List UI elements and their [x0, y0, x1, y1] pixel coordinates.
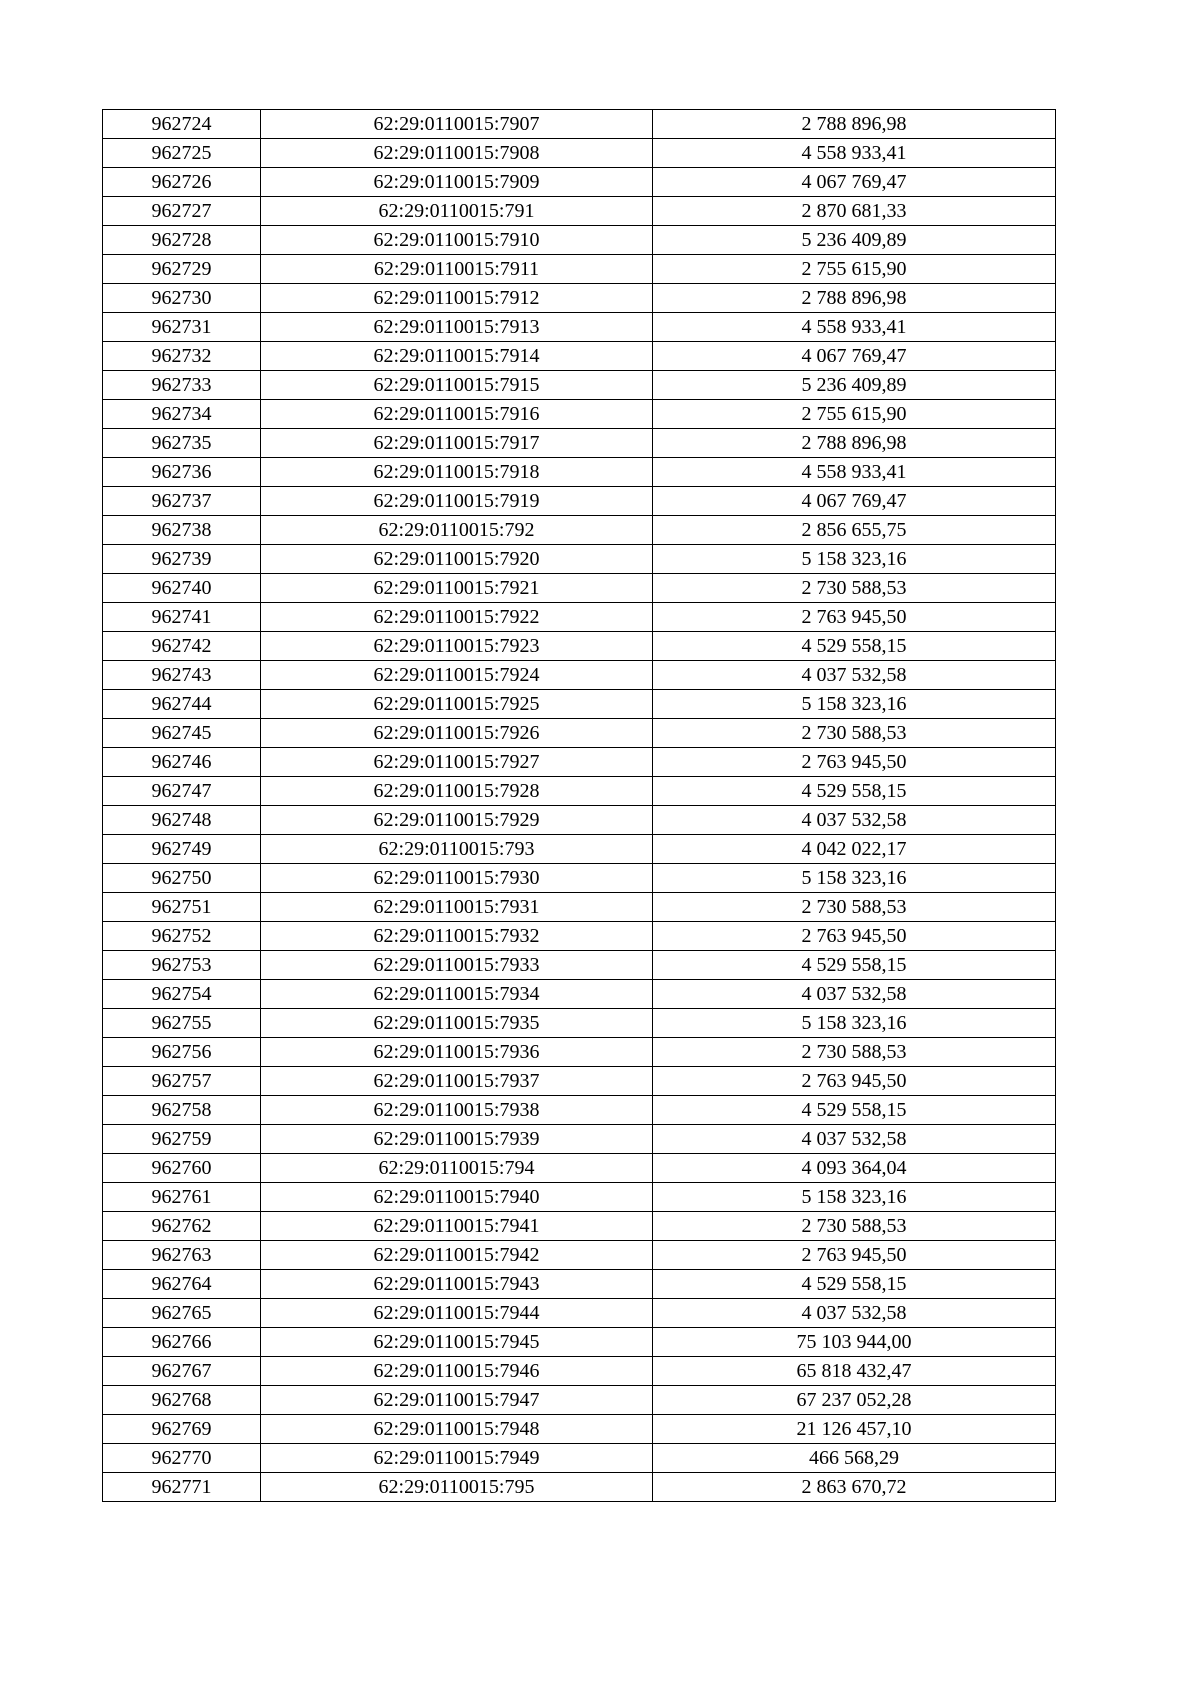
cadastral-number-cell: 62:29:0110015:7911	[261, 255, 653, 284]
table-row	[103, 284, 1056, 313]
table-row	[103, 226, 1056, 255]
cadastral-value-cell: 2 730 588,53	[653, 1038, 1056, 1067]
cadastral-number-cell: 62:29:0110015:7918	[261, 458, 653, 487]
cadastral-value-cell: 2 763 945,50	[653, 1241, 1056, 1270]
cadastral-number-cell: 62:29:0110015:7927	[261, 748, 653, 777]
table-row	[103, 1328, 1056, 1357]
cadastral-value-cell: 4 529 558,15	[653, 1096, 1056, 1125]
cadastral-value-cell: 2 730 588,53	[653, 1212, 1056, 1241]
row-number-cell: 962725	[103, 139, 261, 168]
table-row	[103, 980, 1056, 1009]
cadastral-number-cell: 62:29:0110015:7930	[261, 864, 653, 893]
cadastral-value-cell: 75 103 944,00	[653, 1328, 1056, 1357]
cadastral-number-cell: 62:29:0110015:7936	[261, 1038, 653, 1067]
table-row	[103, 1067, 1056, 1096]
cadastral-value-cell: 5 236 409,89	[653, 371, 1056, 400]
cadastral-value-cell: 4 037 532,58	[653, 1125, 1056, 1154]
cadastral-number-cell: 62:29:0110015:7924	[261, 661, 653, 690]
row-number-cell: 962736	[103, 458, 261, 487]
cadastral-number-cell: 62:29:0110015:7944	[261, 1299, 653, 1328]
row-number-cell: 962729	[103, 255, 261, 284]
cadastral-value-cell: 5 158 323,16	[653, 690, 1056, 719]
row-number-cell: 962760	[103, 1154, 261, 1183]
cadastral-number-cell: 62:29:0110015:7921	[261, 574, 653, 603]
table-row	[103, 922, 1056, 951]
table-row	[103, 139, 1056, 168]
cadastral-number-cell: 62:29:0110015:7937	[261, 1067, 653, 1096]
cadastral-value-cell: 466 568,29	[653, 1444, 1056, 1473]
cadastral-value-cell: 5 158 323,16	[653, 545, 1056, 574]
cadastral-number-cell: 62:29:0110015:795	[261, 1473, 653, 1502]
cadastral-number-cell: 62:29:0110015:7917	[261, 429, 653, 458]
row-number-cell: 962730	[103, 284, 261, 313]
table-row	[103, 313, 1056, 342]
cadastral-value-cell: 4 042 022,17	[653, 835, 1056, 864]
row-number-cell: 962755	[103, 1009, 261, 1038]
cadastral-number-cell: 62:29:0110015:7916	[261, 400, 653, 429]
row-number-cell: 962750	[103, 864, 261, 893]
table-row	[103, 893, 1056, 922]
row-number-cell: 962731	[103, 313, 261, 342]
table-row	[103, 1009, 1056, 1038]
cadastral-value-cell: 2 755 615,90	[653, 400, 1056, 429]
row-number-cell: 962749	[103, 835, 261, 864]
table-row	[103, 1473, 1056, 1502]
cadastral-number-cell: 62:29:0110015:7907	[261, 110, 653, 139]
table-row	[103, 371, 1056, 400]
cadastral-value-cell: 2 763 945,50	[653, 1067, 1056, 1096]
table-row	[103, 342, 1056, 371]
table-row	[103, 1270, 1056, 1299]
cadastral-value-cell: 4 529 558,15	[653, 777, 1056, 806]
cadastral-value-cell: 5 158 323,16	[653, 864, 1056, 893]
cadastral-number-cell: 62:29:0110015:792	[261, 516, 653, 545]
row-number-cell: 962734	[103, 400, 261, 429]
table-row	[103, 603, 1056, 632]
row-number-cell: 962768	[103, 1386, 261, 1415]
table-row	[103, 806, 1056, 835]
row-number-cell: 962744	[103, 690, 261, 719]
row-number-cell: 962767	[103, 1357, 261, 1386]
cadastral-number-cell: 62:29:0110015:7926	[261, 719, 653, 748]
table-body	[103, 110, 1056, 1502]
cadastral-number-cell: 62:29:0110015:7934	[261, 980, 653, 1009]
row-number-cell: 962752	[103, 922, 261, 951]
table-row	[103, 1154, 1056, 1183]
table-row	[103, 516, 1056, 545]
cadastral-value-cell: 2 863 670,72	[653, 1473, 1056, 1502]
cadastral-number-cell: 62:29:0110015:7920	[261, 545, 653, 574]
table-row	[103, 1038, 1056, 1067]
cadastral-number-cell: 62:29:0110015:7932	[261, 922, 653, 951]
cadastral-value-cell: 4 558 933,41	[653, 313, 1056, 342]
row-number-cell: 962737	[103, 487, 261, 516]
row-number-cell: 962764	[103, 1270, 261, 1299]
cadastral-value-cell: 2 730 588,53	[653, 574, 1056, 603]
table-row	[103, 1357, 1056, 1386]
table-row	[103, 777, 1056, 806]
row-number-cell: 962751	[103, 893, 261, 922]
cadastral-number-cell: 62:29:0110015:7919	[261, 487, 653, 516]
table-row	[103, 429, 1056, 458]
table-row	[103, 197, 1056, 226]
cadastral-value-cell: 4 093 364,04	[653, 1154, 1056, 1183]
row-number-cell: 962740	[103, 574, 261, 603]
cadastral-number-cell: 62:29:0110015:7909	[261, 168, 653, 197]
row-number-cell: 962745	[103, 719, 261, 748]
cadastral-value-cell: 2 856 655,75	[653, 516, 1056, 545]
cadastral-number-cell: 62:29:0110015:7946	[261, 1357, 653, 1386]
table-row	[103, 1125, 1056, 1154]
cadastral-value-cell: 5 158 323,16	[653, 1009, 1056, 1038]
cadastral-value-cell: 4 067 769,47	[653, 168, 1056, 197]
cadastral-number-cell: 62:29:0110015:7931	[261, 893, 653, 922]
cadastral-value-cell: 4 558 933,41	[653, 458, 1056, 487]
row-number-cell: 962759	[103, 1125, 261, 1154]
table-row	[103, 661, 1056, 690]
cadastral-value-cell: 4 529 558,15	[653, 951, 1056, 980]
table-row	[103, 1183, 1056, 1212]
row-number-cell: 962766	[103, 1328, 261, 1357]
cadastral-number-cell: 62:29:0110015:7941	[261, 1212, 653, 1241]
table-row	[103, 1444, 1056, 1473]
table-row	[103, 951, 1056, 980]
row-number-cell: 962732	[103, 342, 261, 371]
cadastral-number-cell: 62:29:0110015:7947	[261, 1386, 653, 1415]
cadastral-value-cell: 4 037 532,58	[653, 806, 1056, 835]
cadastral-value-cell: 4 037 532,58	[653, 1299, 1056, 1328]
cadastral-value-cell: 4 067 769,47	[653, 342, 1056, 371]
cadastral-value-cell: 4 037 532,58	[653, 980, 1056, 1009]
table-row	[103, 255, 1056, 284]
row-number-cell: 962747	[103, 777, 261, 806]
cadastral-number-cell: 62:29:0110015:7913	[261, 313, 653, 342]
cadastral-number-cell: 62:29:0110015:7945	[261, 1328, 653, 1357]
cadastral-number-cell: 62:29:0110015:7929	[261, 806, 653, 835]
table-row	[103, 458, 1056, 487]
table-row	[103, 1241, 1056, 1270]
row-number-cell: 962753	[103, 951, 261, 980]
table-row	[103, 168, 1056, 197]
table-row	[103, 1299, 1056, 1328]
row-number-cell: 962743	[103, 661, 261, 690]
row-number-cell: 962769	[103, 1415, 261, 1444]
cadastral-value-cell: 67 237 052,28	[653, 1386, 1056, 1415]
cadastral-value-table	[102, 109, 1056, 1502]
cadastral-value-cell: 2 730 588,53	[653, 719, 1056, 748]
cadastral-number-cell: 62:29:0110015:7949	[261, 1444, 653, 1473]
row-number-cell: 962770	[103, 1444, 261, 1473]
table-row	[103, 690, 1056, 719]
cadastral-number-cell: 62:29:0110015:7912	[261, 284, 653, 313]
cadastral-number-cell: 62:29:0110015:7939	[261, 1125, 653, 1154]
table-row	[103, 864, 1056, 893]
table-row	[103, 835, 1056, 864]
row-number-cell: 962756	[103, 1038, 261, 1067]
cadastral-value-cell: 21 126 457,10	[653, 1415, 1056, 1444]
cadastral-number-cell: 62:29:0110015:794	[261, 1154, 653, 1183]
cadastral-value-cell: 4 529 558,15	[653, 632, 1056, 661]
row-number-cell: 962763	[103, 1241, 261, 1270]
cadastral-value-cell: 2 763 945,50	[653, 603, 1056, 632]
table-row	[103, 487, 1056, 516]
cadastral-number-cell: 62:29:0110015:7915	[261, 371, 653, 400]
cadastral-number-cell: 62:29:0110015:7948	[261, 1415, 653, 1444]
row-number-cell: 962757	[103, 1067, 261, 1096]
cadastral-number-cell: 62:29:0110015:7933	[261, 951, 653, 980]
cadastral-number-cell: 62:29:0110015:7910	[261, 226, 653, 255]
row-number-cell: 962728	[103, 226, 261, 255]
table-row	[103, 1096, 1056, 1125]
cadastral-number-cell: 62:29:0110015:7908	[261, 139, 653, 168]
table-row	[103, 1415, 1056, 1444]
table-row	[103, 574, 1056, 603]
table-row	[103, 632, 1056, 661]
row-number-cell: 962738	[103, 516, 261, 545]
cadastral-value-cell: 65 818 432,47	[653, 1357, 1056, 1386]
cadastral-value-cell: 2 788 896,98	[653, 110, 1056, 139]
row-number-cell: 962771	[103, 1473, 261, 1502]
row-number-cell: 962727	[103, 197, 261, 226]
row-number-cell: 962733	[103, 371, 261, 400]
table-row	[103, 110, 1056, 139]
table-row	[103, 545, 1056, 574]
row-number-cell: 962748	[103, 806, 261, 835]
cadastral-number-cell: 62:29:0110015:7925	[261, 690, 653, 719]
row-number-cell: 962726	[103, 168, 261, 197]
row-number-cell: 962761	[103, 1183, 261, 1212]
row-number-cell: 962765	[103, 1299, 261, 1328]
row-number-cell: 962735	[103, 429, 261, 458]
table-row	[103, 719, 1056, 748]
cadastral-value-cell: 2 788 896,98	[653, 429, 1056, 458]
table-row	[103, 1212, 1056, 1241]
cadastral-number-cell: 62:29:0110015:7943	[261, 1270, 653, 1299]
cadastral-number-cell: 62:29:0110015:7940	[261, 1183, 653, 1212]
row-number-cell: 962758	[103, 1096, 261, 1125]
cadastral-value-cell: 5 158 323,16	[653, 1183, 1056, 1212]
row-number-cell: 962739	[103, 545, 261, 574]
table-row	[103, 748, 1056, 777]
cadastral-value-cell: 4 529 558,15	[653, 1270, 1056, 1299]
cadastral-value-cell: 2 763 945,50	[653, 748, 1056, 777]
table-row	[103, 1386, 1056, 1415]
row-number-cell: 962754	[103, 980, 261, 1009]
row-number-cell: 962746	[103, 748, 261, 777]
cadastral-value-cell: 2 755 615,90	[653, 255, 1056, 284]
cadastral-number-cell: 62:29:0110015:791	[261, 197, 653, 226]
row-number-cell: 962742	[103, 632, 261, 661]
cadastral-value-cell: 2 788 896,98	[653, 284, 1056, 313]
cadastral-value-cell: 4 067 769,47	[653, 487, 1056, 516]
cadastral-number-cell: 62:29:0110015:7914	[261, 342, 653, 371]
cadastral-value-cell: 2 730 588,53	[653, 893, 1056, 922]
cadastral-value-cell: 2 763 945,50	[653, 922, 1056, 951]
cadastral-value-cell: 5 236 409,89	[653, 226, 1056, 255]
row-number-cell: 962762	[103, 1212, 261, 1241]
cadastral-number-cell: 62:29:0110015:7942	[261, 1241, 653, 1270]
row-number-cell: 962724	[103, 110, 261, 139]
cadastral-number-cell: 62:29:0110015:793	[261, 835, 653, 864]
cadastral-number-cell: 62:29:0110015:7928	[261, 777, 653, 806]
table-row	[103, 400, 1056, 429]
cadastral-value-cell: 2 870 681,33	[653, 197, 1056, 226]
cadastral-number-cell: 62:29:0110015:7923	[261, 632, 653, 661]
cadastral-number-cell: 62:29:0110015:7935	[261, 1009, 653, 1038]
cadastral-value-cell: 4 037 532,58	[653, 661, 1056, 690]
cadastral-number-cell: 62:29:0110015:7922	[261, 603, 653, 632]
cadastral-number-cell: 62:29:0110015:7938	[261, 1096, 653, 1125]
cadastral-value-cell: 4 558 933,41	[653, 139, 1056, 168]
row-number-cell: 962741	[103, 603, 261, 632]
